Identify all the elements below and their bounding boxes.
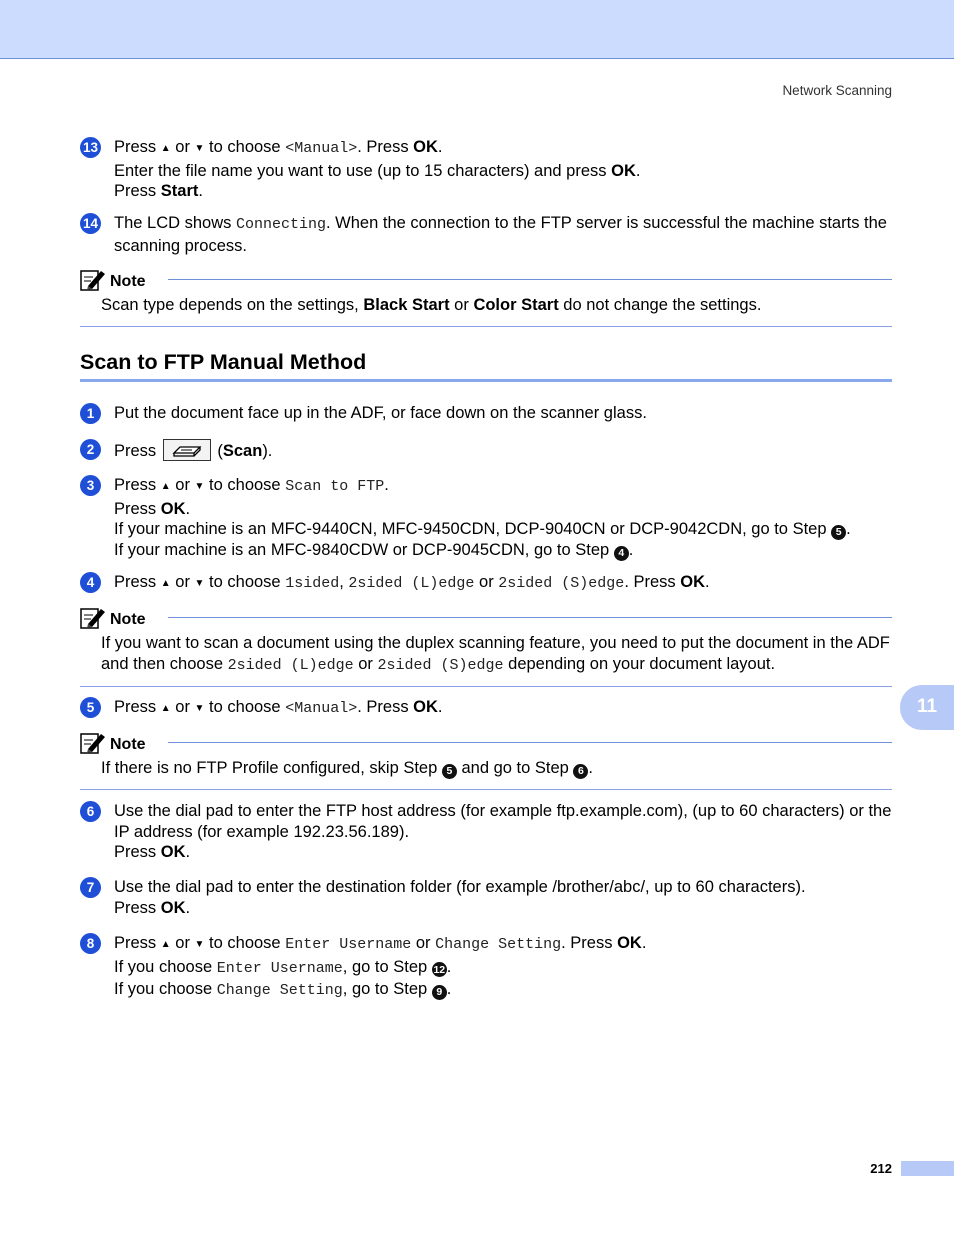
step-7 [80,877,892,918]
step-4 [80,572,892,596]
section-title: Scan to FTP Manual Method [80,352,892,382]
step-body: Use the dial pad to enter the FTP host address (for example ftp.example.com), (up to 60 characters) or the IP address (for example 192.23.56.189). Press OK. [114,802,892,861]
step-body: Press ▲ or ▼ to choose 1sided, 2sided (L)edge or 2sided (S)edge. Press OK. [114,573,710,592]
note-text: Scan type depends on the settings, Black Start or Color Start do not change the settings. [101,296,762,314]
up-arrow-icon: ▲ [160,703,171,714]
lcd-text: Connecting [235,216,326,233]
step-3 [80,475,892,561]
step-body: Press ▲ or ▼ to choose Enter Username or Change Setting. Press OK. If you choose Enter Username, go to Step 12 . If you choose Change Setting, go to Step 9 . [114,934,647,999]
step-ref: 6 [573,764,588,779]
running-header: Network Scanning [782,83,892,98]
step-ref: 12 [433,963,446,976]
chapter-tab: 11 [900,685,954,730]
step-13 [80,137,892,202]
down-arrow-icon: ▼ [194,939,205,950]
up-arrow-icon: ▲ [160,481,171,492]
step-number: 4 [80,572,101,593]
step-2 [80,439,892,462]
step-8 [80,933,892,1002]
step-number: 5 [80,697,101,718]
step-14 [80,213,892,256]
note-pencil-icon [80,731,106,755]
step-1 [80,403,892,424]
step-body: Press ▲ or ▼ to choose <Manual>. Press OK. Enter the file name you want to use (up to 15 characters) and press OK. Press Start. [114,138,641,200]
header-band [0,0,954,59]
note-box: Note Scan type depends on the settings, Black Start or Color Start do not change the settings. [80,272,892,327]
down-arrow-icon: ▼ [194,578,205,589]
step-number: 3 [80,475,101,496]
step-number: 1 [80,403,101,424]
step-body: Press (Scan). [114,439,892,462]
step-number: 6 [80,801,101,822]
step-body: Use the dial pad to enter the destination folder (for example /brother/abc/, up to 60 characters). Press OK. [114,878,806,917]
page-number: 212 [870,1161,892,1176]
scan-key-icon [163,439,211,461]
step-number: 14 [80,213,101,234]
step-ref: 4 [614,546,629,561]
down-arrow-icon: ▼ [194,143,205,154]
step-5 [80,697,892,721]
note-pencil-icon [80,606,106,630]
up-arrow-icon: ▲ [160,939,171,950]
step-body: The LCD shows Connecting. When the connection to the FTP server is successful the machine starts the scanning process. [114,214,887,255]
step-6 [80,801,892,863]
step-body: Press ▲ or ▼ to choose Scan to FTP. Press OK. If your machine is an MFC-9440CN, MFC-9450CDN, DCP-9040CN or DCP-9042CDN, go to Step 5 . If your machine is an MFC-9840CDW or DCP-9045CDN, go to Step 4 . [114,476,851,559]
down-arrow-icon: ▼ [194,481,205,492]
step-number: 8 [80,933,101,954]
step-body: Press ▲ or ▼ to choose <Manual>. Press OK. [114,698,443,717]
up-arrow-icon: ▲ [160,143,171,154]
note-text: If there is no FTP Profile configured, skip Step 5 and go to Step 6 . [101,759,593,777]
step-number: 2 [80,439,101,460]
up-arrow-icon: ▲ [160,578,171,589]
down-arrow-icon: ▼ [194,703,205,714]
step-number: 13 [80,137,101,158]
note-text: If you want to scan a document using the duplex scanning feature, you need to put the document in the ADF and then choose 2sided (L)edge or 2sided (S)edge depending on your document layout. [101,634,890,674]
note-pencil-icon [80,268,106,292]
step-ref: 9 [432,985,447,1000]
step-ref: 5 [831,525,846,540]
note-box: Note If there is no FTP Profile configured, skip Step 5 and go to Step 6 . [80,735,892,790]
page-number-bar [901,1161,954,1176]
step-ref: 5 [442,764,457,779]
step-body: Put the document face up in the ADF, or face down on the scanner glass. [114,404,647,422]
step-number: 7 [80,877,101,898]
note-box: Note If you want to scan a document using the duplex scanning feature, you need to put the document in the ADF and then choose 2sided (L)edge or 2sided (S)edge depending on your document layout. [80,610,892,687]
